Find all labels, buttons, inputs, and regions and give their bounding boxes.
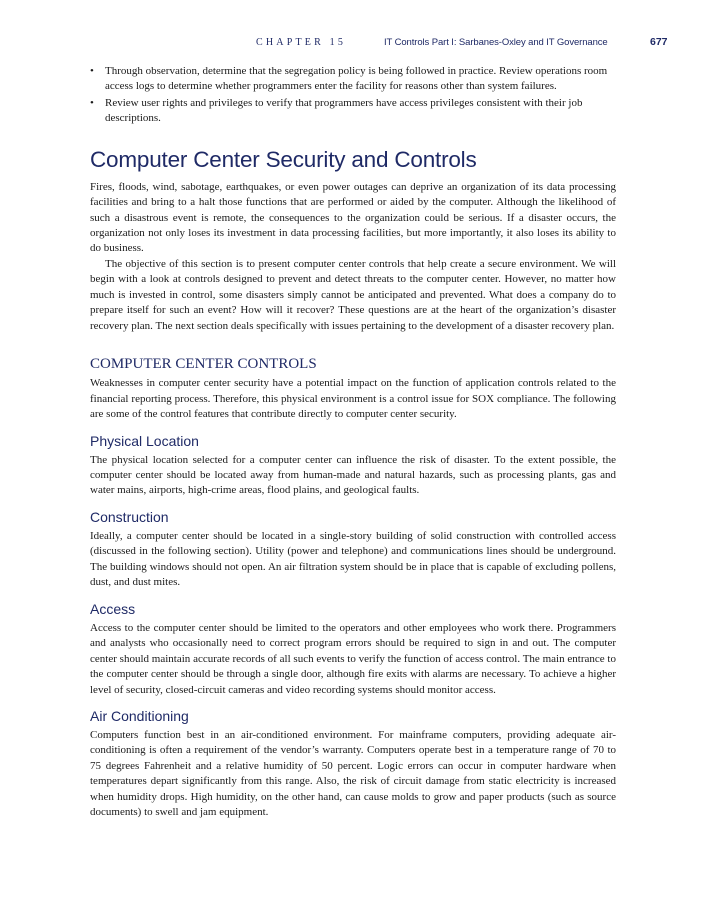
running-title: IT Controls Part I: Sarbanes-Oxley and IT Governance — [384, 37, 608, 48]
page-content — [90, 64, 616, 821]
section-paragraph: Fires, floods, wind, sabotage, earthquakes, or even power outages can deprive an organization of its data processing facilities and bring to a halt those functions that are performed or aided by the computer. Although the likelihood of such a disastrous event is remote, the consequences to the organization could be serious. If a disaster occurs, the organization not only loses its investment in data processing facilities, but more importantly, it also loses its ability to do business. — [90, 180, 616, 255]
section-paragraph: The objective of this section is to present computer center controls that help create a secure environment. We will begin with a look at controls designed to prevent and detect threats to the computer center. However, no matter how much is invested in control, some disasters simply cannot be anticipated and prevented. What does a company do to prepare itself for such an event? How will it recover? These questions are at the heart of the organization’s disaster recovery plan. The next section deals specifically with issues pertaining to the development of a disaster recovery plan. — [90, 257, 616, 332]
bullet-text: Review user rights and privileges to verify that programmers have access privileges consistent with their job descriptions. — [105, 96, 583, 125]
page-header — [0, 35, 719, 51]
page-number: 677 — [650, 36, 668, 48]
subsection-heading: COMPUTER CENTER CONTROLS — [90, 356, 317, 373]
bullet-icon: • — [90, 96, 94, 109]
bullet-icon: • — [90, 65, 94, 77]
bullet-text: Through observation, determine that the segregation policy is being followed in practice. Review operations room access logs to determine whether programmers enter the facility for reasons other than system failures. — [105, 65, 608, 93]
subsection-paragraph: Weaknesses in computer center security have a potential impact on the function of application controls related to the financial reporting process. Therefore, this physical environment is a control issue for SOX compliance. The following are some of the control features that contribute directly to computer center security. — [90, 377, 616, 421]
section-heading: Computer Center Security and Controls — [90, 146, 477, 172]
topic-heading-construction: Construction — [90, 508, 169, 525]
topic-paragraph: The physical location selected for a computer center can influence the risk of disaster. To the extent possible, the computer center should be located away from human-made and natural hazards, such as processing plants, gas and water mains, airports, high-crime areas, flood plains, and geological faults. — [90, 453, 616, 497]
list-item — [90, 96, 616, 127]
topic-heading-air-conditioning: Air Conditioning — [90, 707, 189, 724]
list-item — [90, 64, 616, 95]
topic-paragraph: Ideally, a computer center should be located in a single-story building of solid construction with controlled access (discussed in the following section). Utility (power and telephone) and communications lines should be underground. The building windows should not open. An air filtration system should be in place that is capable of excluding pollens, dust, and dust mites. — [90, 529, 616, 589]
topic-heading-access: Access — [90, 600, 136, 617]
topic-heading-physical-location: Physical Location — [90, 432, 199, 449]
topic-paragraph: Computers function best in an air-conditioned environment. For mainframe computers, providing adequate air-conditioning is often a requirement of the vendor’s warranty. Computers operate best in a temperature range of 70 to 75 degrees Fahrenheit and a relative humidity of 50 percent. Logic errors can occur in computer hardware when temperatures depart significantly from this range. Also, the risk of circuit damage from static electricity is increased when humidity drops. High humidity, on the other hand, can cause molds to grow and paper products (such as source documents) to swell and jam equipment. — [90, 728, 616, 819]
chapter-label: CHAPTER 15 — [256, 37, 347, 48]
topic-paragraph: Access to the computer center should be limited to the operators and other employees who work there. Programmers and analysts who occasionally need to correct program errors should be required to sign in and out. The computer center should maintain accurate records of all such events to verify the function of access control. The main entrance to the computer center should be through a single door, although fire exits with alarms are necessary. To achieve a higher level of security, closed-circuit cameras and video recording systems should monitor access. — [90, 621, 616, 696]
bullet-list — [90, 64, 616, 127]
